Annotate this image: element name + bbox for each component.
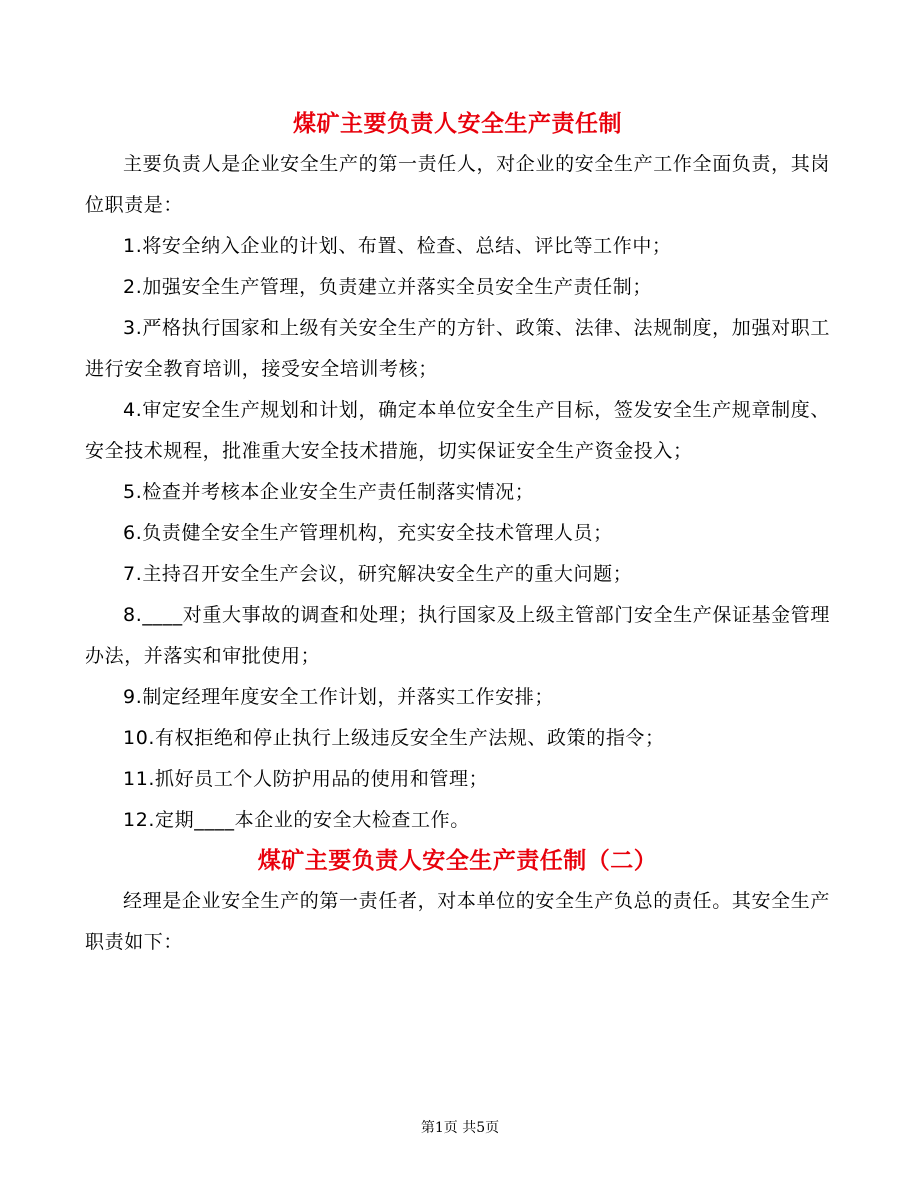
list-item: 5.检查并考核本企业安全生产责任制落实情况； — [123, 481, 535, 503]
list-item: 11.抓好员工个人防护用品的使用和管理； — [123, 768, 489, 790]
list-item: 9.制定经理年度安全工作计划，并落实工作安排； — [123, 686, 554, 708]
section2-title: 煤矿主要负责人安全生产责任制（二） — [257, 848, 658, 874]
section1-intro: 主要负责人是企业安全生产的第一责任人，对企业的安全生产工作全面负责，其岗位职责是： — [85, 153, 830, 216]
list-item: 3.严格执行国家和上级有关安全生产的方针、政策、法律、法规制度，加强对职工进行安全教育培训，接受安全培训考核； — [85, 317, 830, 380]
section1-title: 煤矿主要负责人安全生产责任制 — [293, 111, 622, 137]
list-item: 7.主持召开安全生产会议，研究解决安全生产的重大问题； — [123, 563, 633, 585]
section2-intro: 经理是企业安全生产的第一责任者，对本单位的安全生产负总的责任。其安全生产职责如下： — [85, 890, 830, 953]
list-item: 12.定期____本企业的安全大检查工作。 — [123, 809, 470, 831]
document-body — [85, 104, 830, 963]
page-number-footer: 第1页 共5页 — [420, 1120, 500, 1136]
list-item: 6.负责健全安全生产管理机构，充实安全技术管理人员； — [123, 522, 613, 544]
list-item: 1.将安全纳入企业的计划、布置、检查、总结、评比等工作中； — [123, 235, 672, 257]
section1-item-list — [85, 226, 830, 841]
list-item: 2.加强安全生产管理，负责建立并落实全员安全生产责任制； — [123, 276, 652, 298]
list-item: 10.有权拒绝和停止执行上级违反安全生产法规、政策的指令； — [123, 727, 665, 749]
list-item: 4.审定安全生产规划和计划，确定本单位安全生产目标，签发安全生产规章制度、安全技术规程，批准重大安全技术措施，切实保证安全生产资金投入； — [85, 399, 830, 462]
list-item: 8.____对重大事故的调查和处理；执行国家及上级主管部门安全生产保证基金管理办法，并落实和审批使用； — [85, 604, 830, 667]
